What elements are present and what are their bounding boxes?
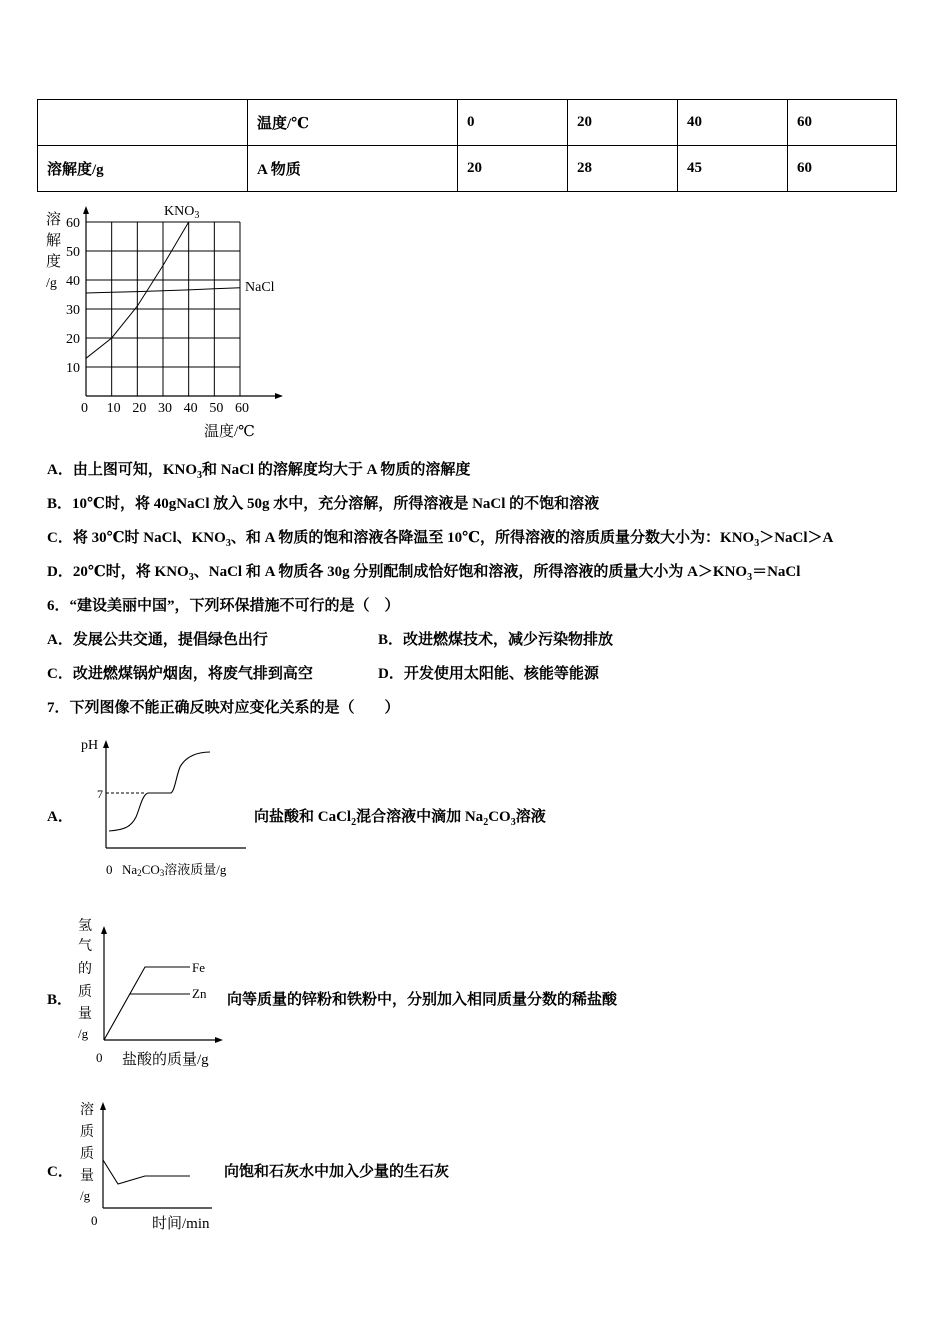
x-tick-label: 50 — [209, 401, 224, 416]
x-tick-label: 0 — [81, 401, 88, 416]
table-cell: 溶解度/g — [38, 146, 248, 192]
fe-line — [104, 967, 190, 1040]
ylabel-char: /g — [46, 276, 57, 291]
table-cell: 60 — [788, 100, 897, 146]
x-tick-label: 40 — [183, 401, 198, 416]
x-tick-labels — [81, 401, 249, 416]
chart-axes — [83, 206, 283, 399]
x-tick-label: 30 — [158, 401, 172, 416]
table-cell: 0 — [458, 100, 568, 146]
solubility-table — [37, 99, 897, 192]
q7-stem: 7．下列图像不能正确反映对应变化关系的是（ ） — [47, 700, 400, 716]
q7-c-description: 向饱和石灰水中加入少量的生石灰 — [224, 1164, 450, 1180]
q7-b-letter: B． — [47, 992, 73, 1008]
ylabel-char: 气 — [78, 939, 92, 954]
table-cell: A 物质 — [248, 146, 458, 192]
y-tick-labels — [66, 216, 80, 376]
ylabel-char: /g — [80, 1188, 91, 1203]
table-cell: 28 — [568, 146, 678, 192]
table-row — [38, 146, 897, 192]
y-tick-label: 40 — [66, 274, 80, 289]
table-cell: 20 — [568, 100, 678, 146]
q5-option-b: B．10℃时，将 40gNaCl 放入 50g 水中，充分溶解，所得溶液是 NaCl 的不饱和溶液 — [47, 496, 600, 512]
x-axis-title: Na2CO3溶液质量/g — [122, 862, 227, 878]
q7-a-graph — [76, 732, 266, 882]
ylabel-char: 的 — [78, 962, 92, 977]
q6-option-c: C．改进燃煤锅炉烟囱，将废气排到高空 — [47, 666, 313, 682]
ylabel-char: 质 — [78, 985, 92, 1000]
q7-c-graph — [72, 1094, 232, 1236]
x-axis-title: 温度/℃ — [204, 424, 255, 440]
chart-grid — [86, 222, 240, 396]
q5-option-d: D．20℃时，将 $KNO_3$、NaCl 和 A 物质各 30g 分别配制成恰好饱和溶液，所得溶液的质量大小为 $A>KNO_3=NaCl$ — [47, 564, 801, 583]
table-cell: 温度/℃ — [248, 100, 458, 146]
table-row — [38, 100, 897, 146]
origin-label: 0 — [96, 1050, 103, 1065]
y-tick-label: 10 — [66, 361, 80, 376]
x-tick-label: 10 — [106, 401, 121, 416]
q6-option-a: A．发展公共交通，提倡绿色出行 — [47, 632, 268, 648]
solubility-chart — [40, 198, 300, 444]
table-cell: 20 — [458, 146, 568, 192]
y-axis-title: pH — [81, 738, 99, 753]
ylabel-char: 质 — [80, 1147, 94, 1162]
y-axis-arrow — [103, 740, 109, 748]
ylabel-char: 解 — [46, 233, 62, 249]
q5-option-a: A．由上图可知，$KNO_3$和 NaCl 的溶解度均大于 A 物质的溶解度 — [47, 462, 471, 481]
ylabel-char: /g — [78, 1026, 89, 1041]
x-tick-label: 60 — [235, 401, 249, 416]
ylabel-char: 溶 — [46, 212, 62, 228]
nacl-label: NaCl — [245, 280, 275, 295]
q7-b-description: 向等质量的锌粉和铁粉中，分别加入相同质量分数的稀盐酸 — [227, 992, 618, 1008]
ylabel-char: 量 — [80, 1169, 94, 1184]
q6-stem: 6．“建设美丽中国”，下列环保措施不可行的是（ ） — [47, 598, 400, 614]
q7-a-description: 向盐酸和 CaCl$_2$混合溶液中滴加 $Na_2CO_3$溶液 — [254, 809, 546, 828]
kno3-label: $KNO_3$ — [164, 204, 200, 221]
y-tick-label: 30 — [66, 303, 80, 318]
y-tick-label: 50 — [66, 245, 80, 260]
q7-a-letter: A． — [47, 809, 73, 825]
q5-option-c: C．将 30℃时 NaCl、$KNO_3$、和 A 物质的饱和溶液各降温至 10℃，所得溶液的溶质质量分数大小为：$KNO_3>NaCl>A$ — [47, 530, 834, 549]
x-tick-label: 20 — [132, 401, 147, 416]
q6-option-b: B．改进燃煤技术，减少污染物排放 — [378, 632, 614, 648]
ylabel-char: 质 — [80, 1125, 94, 1140]
table-cell: 60 — [788, 146, 897, 192]
ylabel-char: 量 — [78, 1007, 92, 1022]
ylabel-char: 氢 — [78, 919, 92, 934]
fe-label: Fe — [192, 960, 205, 975]
y-tick-label: 7 — [97, 787, 103, 801]
x-axis-arrow — [215, 1037, 223, 1043]
table-cell — [38, 100, 248, 146]
q7-b-graph — [72, 912, 232, 1072]
ph-curve — [109, 752, 210, 831]
origin-label: 0 — [91, 1213, 98, 1228]
q6-option-d: D．开发使用太阳能、核能等能源 — [378, 666, 599, 682]
zn-label: Zn — [192, 986, 207, 1001]
table-cell: 45 — [678, 146, 788, 192]
y-axis-arrow — [101, 926, 107, 934]
y-tick-label: 60 — [66, 216, 80, 231]
ylabel-char: 溶 — [80, 1103, 94, 1118]
y-tick-label: 20 — [66, 332, 80, 347]
y-axis-arrow — [83, 206, 89, 214]
x-axis-title: 时间/min — [152, 1216, 210, 1232]
y-axis-arrow — [100, 1102, 106, 1110]
x-axis-title: 盐酸的质量/g — [122, 1052, 209, 1068]
q7-c-letter: C． — [47, 1164, 73, 1180]
table-cell: 40 — [678, 100, 788, 146]
x-axis-arrow — [275, 393, 283, 399]
origin-label: 0 — [106, 862, 113, 877]
solute-mass-line — [103, 1160, 190, 1184]
ylabel-char: 度 — [46, 254, 62, 270]
